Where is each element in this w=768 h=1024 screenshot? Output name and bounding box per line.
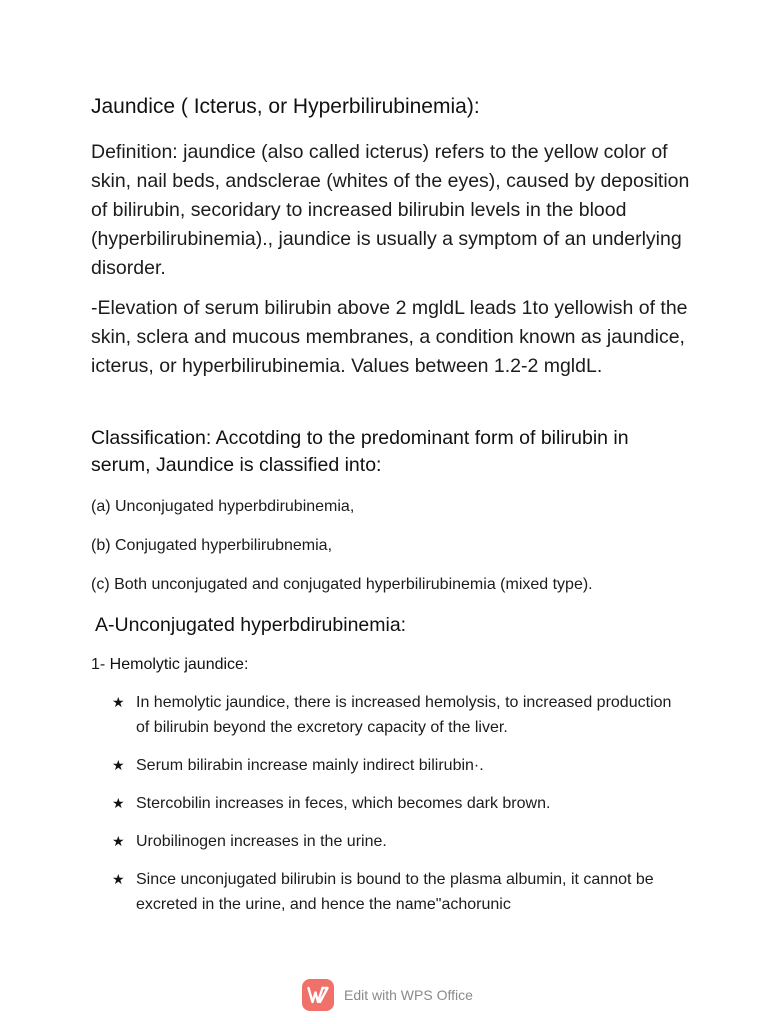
document-title: Jaundice ( Icterus, or Hyperbilirubinemia): [91, 95, 480, 118]
bullet-item [112, 690, 672, 740]
edit-with-wps-office-link[interactable] [302, 979, 473, 1011]
bullet-text: Since unconjugated bilirubin is bound to the plasma albumin, it cannot be excreted in the urine, and hence the name"achorunic [136, 871, 654, 913]
section-a-title: A-Unconjugated hyperbdirubinemia: [95, 614, 407, 636]
classification-item-c: (c) Both unconjugated and conjugated hyperbilirubinemia (mixed type). [91, 576, 593, 593]
bullet-item [112, 867, 672, 917]
bullet-item [112, 829, 672, 854]
definition-paragraph: Definition: jaundice (also called icterus) refers to the yellow color of skin, nail beds, andsclerae (whites of the eyes), caused by deposition of bilirubin, secoridary to increased bilirubin levels in the blood (hyperbilirubinemia)., jaundice is usually a symptom of an underlying disorder. [91, 141, 690, 279]
bullet-text: In hemolytic jaundice, there is increased hemolysis, to increased production of bilirubin beyond the excretory capacity of the liver. [136, 694, 672, 736]
subsection-number: 1- [91, 656, 110, 673]
bullet-text: Stercobilin increases in feces, which becomes dark brown. [136, 795, 551, 812]
star-bullet-icon: ★ [112, 833, 125, 849]
star-bullet-icon: ★ [112, 795, 125, 811]
hemolytic-jaundice-bullets [112, 690, 672, 930]
star-bullet-icon: ★ [112, 871, 125, 887]
classification-heading [91, 425, 691, 479]
bullet-item [112, 791, 672, 816]
bullet-item [112, 753, 672, 778]
subsection-title: Hemolytic jaundice: [109, 656, 249, 673]
classification-colon: : [376, 454, 382, 476]
bullet-text: Urobilinogen increases in the urine. [136, 833, 387, 850]
star-bullet-icon: ★ [112, 694, 125, 710]
classification-item-a: (a) Unconjugated hyperbdirubinemia, [91, 498, 355, 515]
elevation-paragraph: -Elevation of serum bilirubin above 2 mgldL leads 1to yellowish of the skin, sclera and mucous membranes, a condition known as jaundice, icterus, or hyperbilirubinemia. Values between 1.2-2 mgldL. [91, 297, 688, 377]
subsection-hemolytic-jaundice [91, 653, 248, 677]
footer-label: Edit with WPS Office [344, 987, 473, 1003]
classification-item-b: (b) Conjugated hyperbilirubnemia, [91, 537, 333, 554]
bullet-text: Serum bilirabin increase mainly indirect bilirubin·. [136, 757, 484, 774]
classification-heading-text: Classification: Accotding to the predominant form of bilirubin in serum, Jaundice is classified into [91, 427, 629, 476]
star-bullet-icon: ★ [112, 757, 125, 773]
wps-office-logo-icon [302, 979, 334, 1011]
